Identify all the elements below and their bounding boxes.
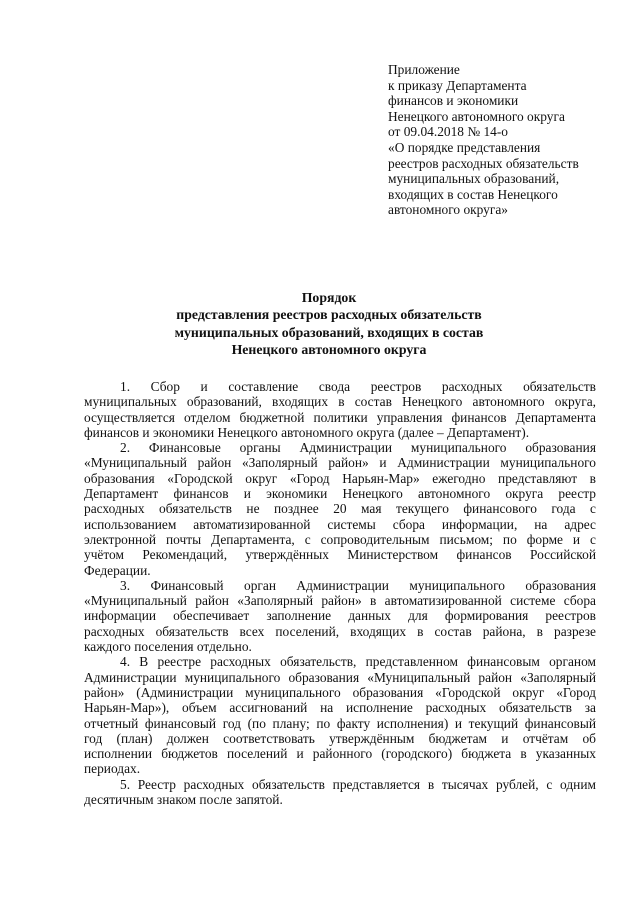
appendix-line: автономного округа» <box>388 202 508 218</box>
paragraph-4-line: Нарьян-Мар»), объем ассигнований на исполнение расходных обязательств за <box>84 700 596 716</box>
appendix-line: от 09.04.2018 № 14-о <box>388 124 508 140</box>
paragraph-2-line: 2. Финансовые органы Администрации муниципального образования <box>120 440 596 456</box>
paragraph-4-line: Администрации муниципального образования «Муниципальный район «Заполярный <box>84 669 596 685</box>
appendix-line: Ненецкого автономного округа <box>388 108 565 124</box>
paragraph-1-line: муниципальных образований, входящих в состав Ненецкого автономного округа, <box>84 394 596 410</box>
title-line: Порядок <box>301 290 357 305</box>
appendix-line: реестров расходных обязательств <box>388 155 579 171</box>
paragraph-2-line: расходных обязательств не позднее 20 мая текущего финансового года с <box>84 501 596 517</box>
document-body <box>84 379 596 807</box>
appendix-line: финансов и экономики <box>388 93 519 109</box>
appendix-line: «О порядке представления <box>388 139 541 155</box>
paragraph-2-line: Федерации. <box>84 562 151 578</box>
appendix-line: входящих в состав Ненецкого <box>388 186 558 202</box>
title-line: Ненецкого автономного округа <box>231 342 427 358</box>
paragraph-4-line: 4. В реестре расходных обязательств, представленном финансовым органом <box>120 654 596 670</box>
paragraph-1-line: финансов и экономики Ненецкого автономного округа (далее – Департамент). <box>84 424 530 440</box>
paragraph-2-line: «Муниципальный район «Заполярный район» и Администрации муниципального <box>84 455 596 471</box>
paragraph-2-line: использованием автоматизированной системы сбора информации, на адрес <box>84 516 596 532</box>
paragraph-3-line: информации обеспечивает заполнение данных для формирования реестров <box>84 608 596 624</box>
appendix-line: муниципальных образований, <box>388 171 560 187</box>
paragraph-4-line: отчетный финансовый год (по плану; по факту исполнения) и текущий финансовый <box>84 715 596 731</box>
document-title <box>84 289 574 359</box>
paragraph-4-line: район» (Администрации муниципального образования «Городской округ «Город <box>84 684 596 700</box>
paragraph-5-line: 5. Реестр расходных обязательств представляется в тысячах рублей, с одним <box>120 776 596 792</box>
title-line: представления реестров расходных обязательств <box>176 307 482 323</box>
paragraph-5-line: десятичным знаком после запятой. <box>84 792 283 808</box>
paragraph-4-line: периодах. <box>84 761 141 777</box>
paragraph-3-line: 3. Финансовый орган Администрации муниципального образования <box>120 577 596 593</box>
paragraph-2-line: Департамент финансов и экономики Ненецкого автономного округа реестр <box>84 486 596 502</box>
appendix-header <box>388 62 628 218</box>
appendix-line: к приказу Департамента <box>388 77 527 93</box>
paragraph-3-line: каждого поселения отдельно. <box>84 639 252 655</box>
paragraph-3-line: расходных обязательств всех поселений, входящих в состав района, в разрезе <box>84 623 596 639</box>
appendix-line: Приложение <box>388 62 460 77</box>
paragraph-4-line: год (план) должен соответствовать утверждённым бюджетам и отчётам об <box>84 730 596 746</box>
paragraph-2-line: учётом Рекомендаций, утверждённых Министерством финансов Российской <box>84 547 596 563</box>
title-line: муниципальных образований, входящих в состав <box>174 324 484 340</box>
paragraph-3-line: «Муниципальный район «Заполярный район» в автоматизированной системе сбора <box>84 593 596 609</box>
paragraph-1-line: 1. Сбор и составление свода реестров расходных обязательств <box>120 379 596 394</box>
paragraph-2-line: образования «Городской округ «Город Нарьян-Мар» ежегодно представляют в <box>84 470 596 486</box>
paragraph-4-line: исполнении бюджетов поселений и районного (городского) бюджета в указанных <box>84 746 596 762</box>
paragraph-1-line: осуществляется отделом бюджетной политики управления финансов Департамента <box>84 409 596 425</box>
paragraph-2-line: электронной почты Департамента, с сопроводительным письмом; по форме и с <box>84 531 596 547</box>
